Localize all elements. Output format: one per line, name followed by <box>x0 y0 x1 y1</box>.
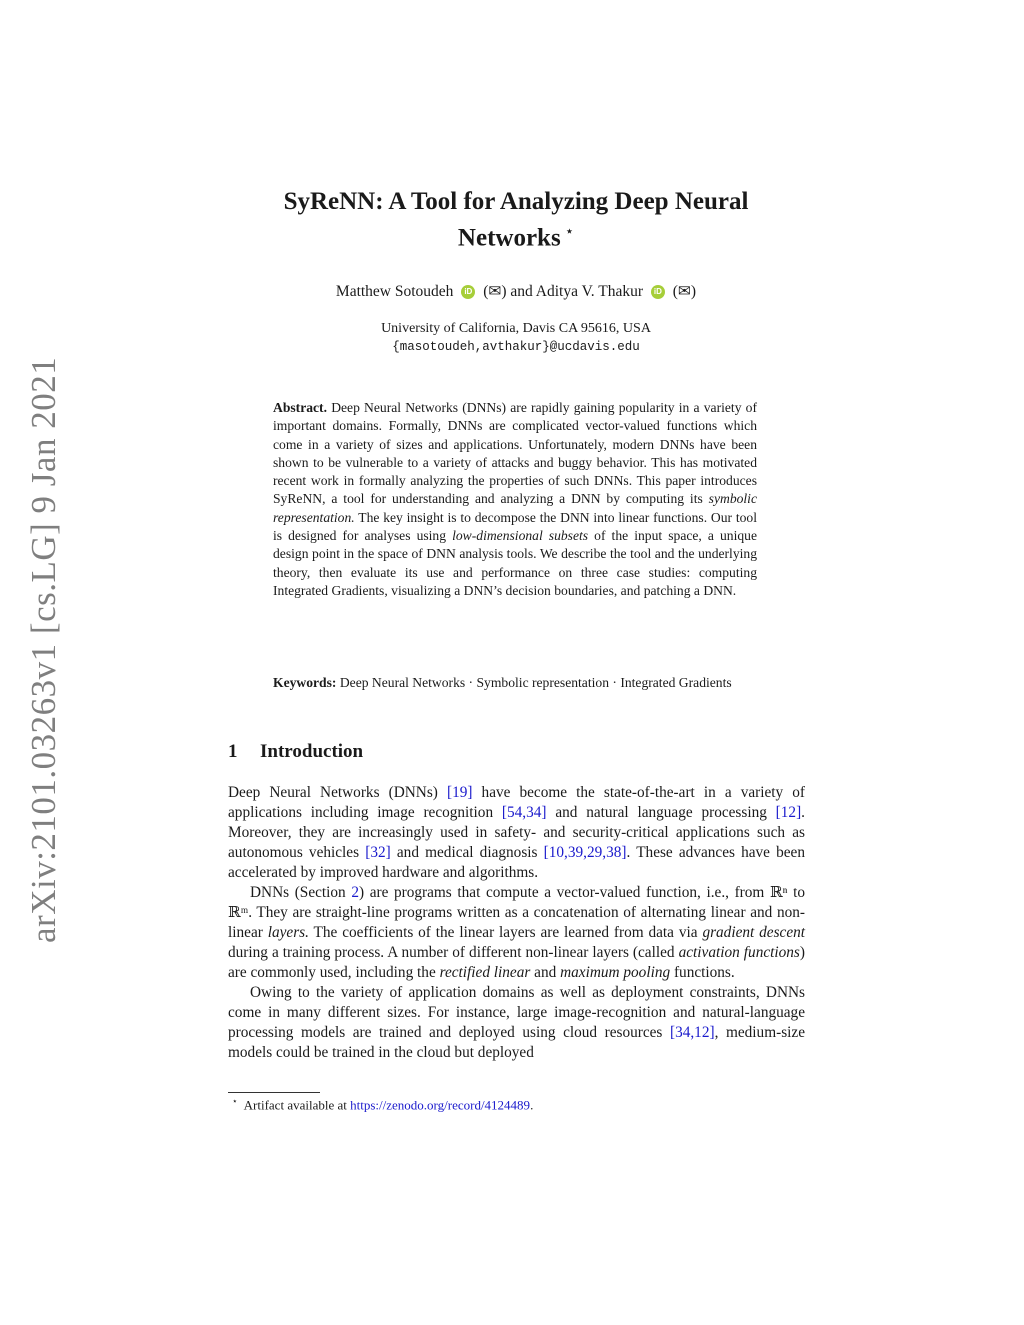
abstract-label: Abstract. <box>273 400 327 415</box>
citation-link[interactable]: [32] <box>365 844 391 861</box>
text: and natural language processing <box>555 804 767 821</box>
section-heading <box>228 741 363 763</box>
text: functions. <box>673 964 735 981</box>
affiliation-email: {masotoudeh,avthakur}@ucdavis.edu <box>392 340 640 354</box>
orcid-icon[interactable]: iD <box>461 285 475 299</box>
emphasis: rectified linear <box>439 964 531 981</box>
citation-link[interactable]: [34,12] <box>669 1024 715 1041</box>
affiliation-institution: University of California, Davis CA 95616, USA <box>381 321 651 336</box>
keywords <box>273 674 757 692</box>
author-name: Matthew Sotoudeh <box>335 283 454 300</box>
text: and <box>534 964 557 981</box>
body-text <box>228 783 805 1063</box>
text: Owing to the variety of application domains as well as deployment constraints, DNNs come in many different sizes. For instance, large image-recognition and natural-language processing models are trained and deployed using cloud resources <box>228 984 805 1041</box>
abstract <box>273 399 757 600</box>
affiliation <box>228 319 804 357</box>
orcid-icon[interactable]: iD <box>651 285 665 299</box>
text: . Moreover, they are increasingly used in safety- and security-critical applications such as autonomous vehicles <box>228 804 805 861</box>
author-name: Aditya V. Thakur <box>535 283 644 300</box>
footnote-rule <box>228 1092 320 1093</box>
emphasis: activation functions <box>678 944 800 961</box>
author-list <box>228 282 804 301</box>
footnote <box>228 1096 533 1113</box>
paper-title <box>228 186 804 253</box>
keywords-label: Keywords: <box>273 675 337 690</box>
text: The coefficients of the linear layers are learned from data via <box>313 924 698 941</box>
section-number: 1 <box>228 741 238 762</box>
author-conjunction: and <box>510 283 533 300</box>
text: DNNs (Section <box>250 884 346 901</box>
text: . These advances have been accelerated by improved hardware and algorithms. <box>228 844 805 881</box>
abstract-text: The key insight is to decompose the DNN into linear functions. Our tool is designed for analyses using <box>273 509 758 544</box>
paragraph <box>228 883 805 983</box>
text: and medical diagnosis <box>396 844 538 861</box>
title-line-2-text: Networks <box>457 224 561 252</box>
section-title: Introduction <box>260 741 364 762</box>
title-footnote-star[interactable]: ⋆ <box>564 224 575 240</box>
text: , medium-size models could be trained in the cloud but deployed <box>228 1024 805 1061</box>
text: during a training process. A number of different non-linear layers (called <box>228 944 675 961</box>
text: ) are commonly used, including the <box>228 944 805 981</box>
paragraph <box>228 983 805 1063</box>
emphasis: maximum pooling <box>560 964 671 981</box>
citation-link[interactable]: [19] <box>446 784 473 801</box>
citation-link[interactable]: [10,39,29,38] <box>543 844 627 861</box>
abstract-emphasis: symbolic representation. <box>273 491 757 525</box>
mail-icon[interactable]: (✉) <box>672 283 697 300</box>
arxiv-side-identifier: arXiv:2101.03263v1 [cs.LG] 9 Jan 2021 <box>24 356 63 944</box>
emphasis: gradient descent <box>702 924 806 941</box>
section-link[interactable]: 2 <box>351 884 359 901</box>
emphasis: layers. <box>267 924 309 941</box>
title-line-2 <box>228 217 804 253</box>
text: ) are programs that compute a vector-valued function, i.e., from ℝⁿ to ℝᵐ. They are straight-line programs written as a concatenation of alternating linear and non-linear <box>228 884 805 941</box>
footnote-end: . <box>530 1097 534 1113</box>
footnote-text: Artifact available at <box>243 1097 347 1113</box>
text: Deep Neural Networks (DNNs) <box>228 784 438 801</box>
artifact-link[interactable]: https://zenodo.org/record/4124489 <box>350 1097 531 1113</box>
title-line-1: SyReNN: A Tool for Analyzing Deep Neural <box>283 188 749 215</box>
citation-link[interactable]: [12] <box>775 804 802 821</box>
footnote-symbol: ⋆ <box>232 1096 238 1106</box>
mail-icon[interactable]: (✉) <box>483 283 507 300</box>
abstract-emphasis: low-dimensional subsets <box>452 528 589 544</box>
keywords-text: Deep Neural Networks · Symbolic representation · Integrated Gradients <box>339 675 732 690</box>
paragraph <box>228 783 805 883</box>
abstract-text: of the input space, a unique design point in the space of DNN analysis tools. We describe the tool and the underlying theory, then evaluate its use and performance on three case studies: computing Integrated Gradients, visualizing a DNN’s decision boundaries, and patching a DNN. <box>273 528 757 598</box>
text: have become the state-of-the-art in a variety of applications including image recognition <box>228 784 805 821</box>
abstract-text: Deep Neural Networks (DNNs) are rapidly gaining popularity in a variety of important domains. Formally, DNNs are complicated vector-valued functions which come in a variety of sizes and applications. Unfortunately, modern DNNs have been shown to be vulnerable to a variety of attacks and buggy behavior. This has motivated recent work in formally analyzing the properties of such DNNs. This paper introduces SyReNN, a tool for understanding and analyzing a DNN by computing its <box>273 400 757 507</box>
citation-link[interactable]: [54,34] <box>501 804 547 821</box>
